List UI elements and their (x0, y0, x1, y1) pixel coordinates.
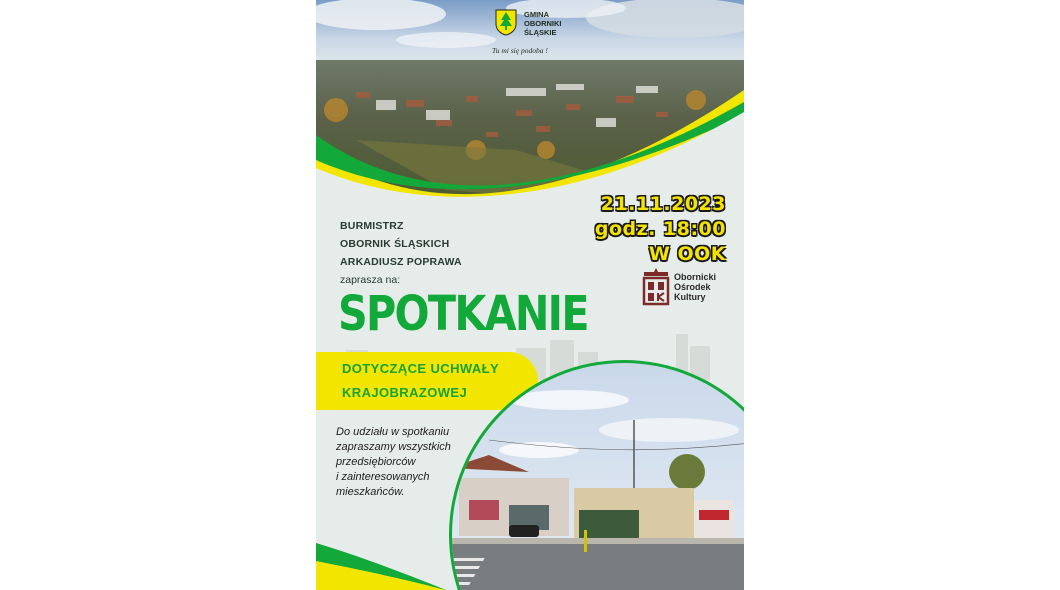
host-line-1: BURMISTRZ (340, 220, 404, 232)
body-line-3: przedsiębiorców (336, 456, 416, 468)
host-line-2: OBORNIK ŚLĄSKICH (340, 238, 450, 250)
body-line-2: zapraszamy wszystkich (336, 441, 451, 453)
tree-crest-icon (494, 8, 518, 36)
logo-line-3: ŚLĄSKIE (524, 28, 557, 37)
host-line-3: ARKADIUSZ POPRAWA (340, 256, 462, 268)
ook-line-3: Kultury (674, 292, 706, 302)
event-date: 21.11.2023 (600, 193, 726, 215)
bottom-wave-decoration (316, 535, 456, 590)
street-photo (449, 360, 744, 590)
ook-line-1: Obornicki (674, 272, 717, 282)
body-line-1: Do udziału w spotkaniu (336, 426, 450, 438)
logo-motto: Tu mi się podoba ! (492, 46, 548, 55)
logo-line-1: GMINA (524, 10, 549, 19)
poster (316, 0, 744, 590)
ook-logo (642, 268, 742, 308)
event-time: godz. 18:00 (594, 218, 726, 240)
ook-building-icon (642, 268, 670, 306)
body-line-5: mieszkańców. (336, 486, 405, 498)
host-invites: zaprasza na: (340, 274, 401, 286)
ook-line-2: Ośrodek (674, 282, 711, 292)
logo-line-2: OBORNIKI (524, 19, 562, 28)
gmina-logo (494, 6, 584, 58)
subtitle-line-2: KRAJOBRAZOWEJ (342, 385, 468, 400)
event-title: SPOTKANIE (338, 286, 588, 342)
body-line-4: i zainteresowanych (336, 471, 430, 483)
subtitle-line-1: DOTYCZĄCE UCHWAŁY (342, 361, 500, 376)
event-place: W OOK (648, 243, 726, 265)
